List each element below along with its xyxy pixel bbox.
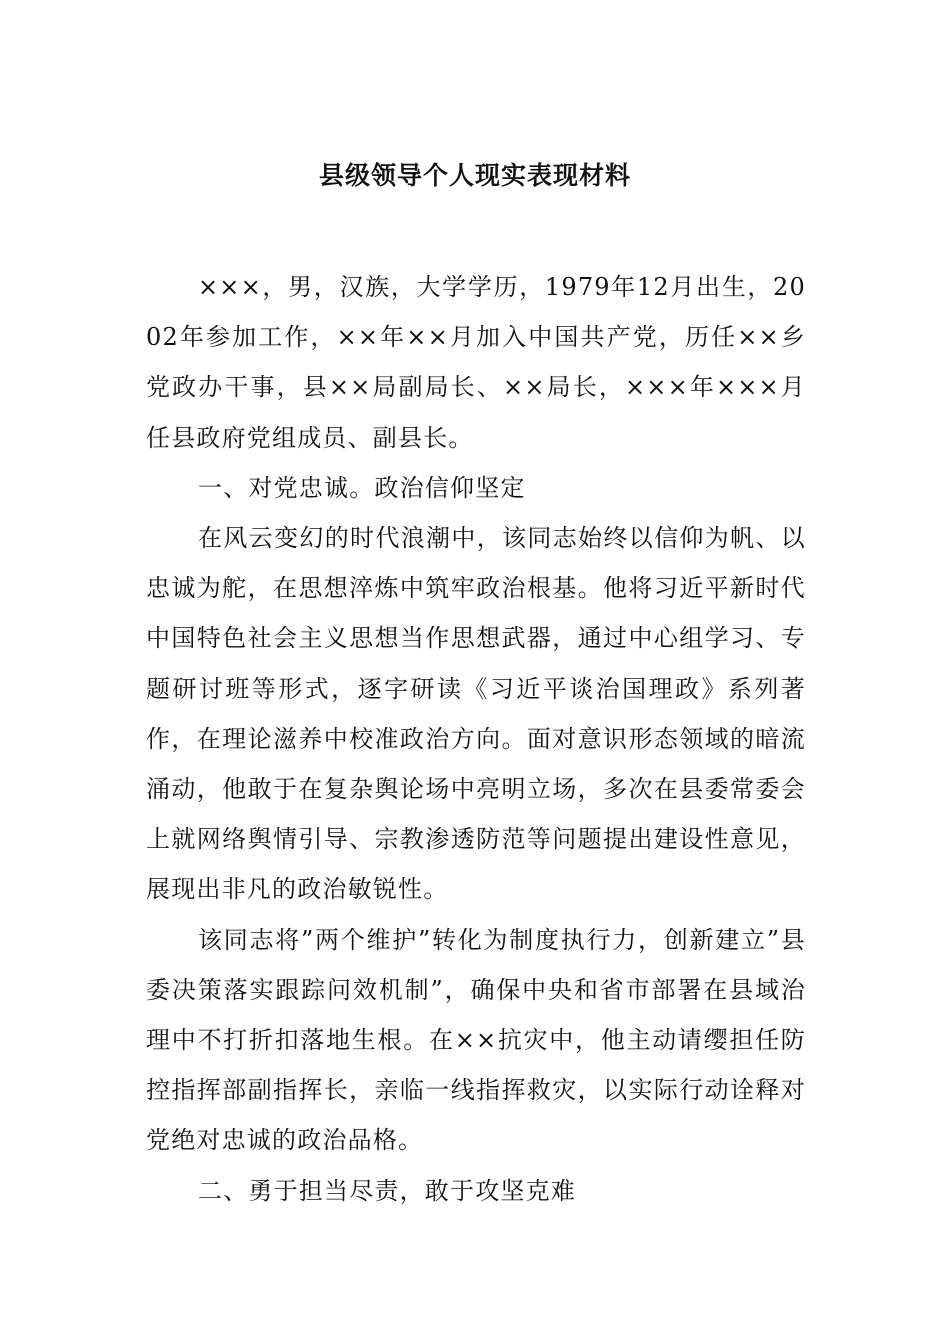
section-1-heading: 一、对党忠诚。政治信仰坚定 <box>198 473 526 502</box>
section-1-paragraph-1: 在风云变幻的时代浪潮中，该同志始终以信仰为帆、以忠诚为舵，在思想淬炼中筑牢政治根基。他将习近平新时代中国特色社会主义思想当作思想武器，通过中心组学习、专题研讨班等形式，逐字研读《习近平谈治国理政》系列著作，在理论滋养中校准政治方向。面对意识形态领域的暗流涌动，他敢于在复杂舆论场中亮明立场，多次在县委常委会上就网络舆情引导、宗教渗透防范等问题提出建设性意见，展现出非凡的政治敏锐性。 <box>146 524 806 904</box>
section-1-paragraph-2: 该同志将”两个维护”转化为制度执行力，创新建立”县委决策落实跟踪问效机制”，确保中央和省市部署在县域治理中不打折扣落地生根。在××抗灾中，他主动请缨担任防控指挥部副指挥长，亲临一线指挥救灾，以实际行动诠释对党绝对忠诚的政治品格。 <box>146 925 806 1155</box>
intro-paragraph: ×××，男，汉族，大学学历，1979年12月出生，2002年参加工作，××年××月加入中国共产党，历任××乡党政办干事，县××局副局长、××局长，×××年×××月任县政府党组成员、副县长。 <box>146 273 806 452</box>
document-body <box>146 262 806 1216</box>
document-title: 县级领导个人现实表现材料 <box>318 161 631 190</box>
section-2-heading: 二、勇于担当尽责，敢于攻坚克难 <box>198 1176 576 1205</box>
